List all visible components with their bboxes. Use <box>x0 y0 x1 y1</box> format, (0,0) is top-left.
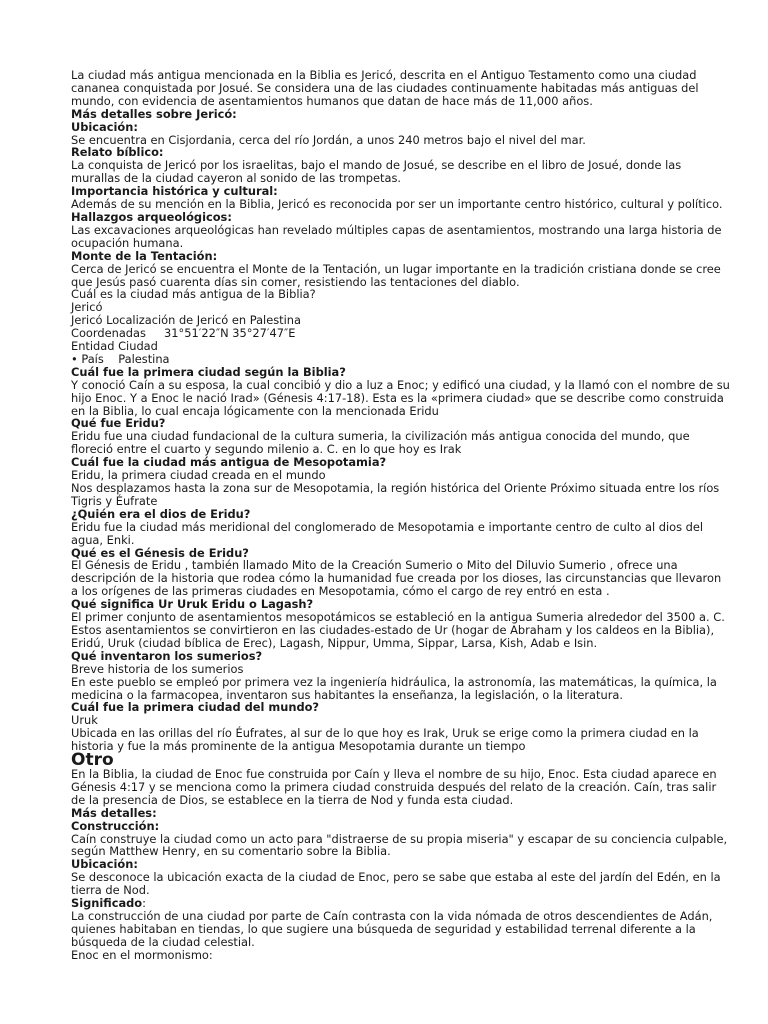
subheading: Ubicación: <box>71 119 138 134</box>
paragraph: • País Palestina <box>71 351 170 366</box>
question-heading: ¿Quién era el dios de Eridu? <box>71 506 251 521</box>
subheading: Importancia histórica y cultural: <box>71 184 278 199</box>
section-heading: Más detalles: <box>71 805 157 820</box>
paragraph: Entidad Ciudad <box>71 339 158 354</box>
section-heading: Más detalles sobre Jericó: <box>71 106 237 121</box>
question-heading: Cuál fue la primera ciudad según la Biblia? <box>71 364 346 379</box>
paragraph: Jericó Localización de Jericó en Palestina <box>71 313 301 328</box>
paragraph: Nos desplazamos hasta la zona sur de Mesopotamia, la región histórica del Oriente Próximo situada entre los ríos Tigris y Éufrate <box>71 481 720 508</box>
paragraph: Eridu fue la ciudad más meridional del conglomerado de Mesopotamia e importante centro de culto al dios del agua, Enki. <box>71 519 704 547</box>
question-heading: Qué significa Ur Uruk Eridu o Lagash? <box>71 597 314 612</box>
paragraph: Y conoció Caín a su esposa, la cual concibió y dio a luz a Enoc; y edificó una ciudad, y la llamó con el nombre de su hijo Enoc. Y a Enoc le nació Irad» (Génesis 4:17-18). Esta es la «primera ciudad» que se describe como construida en la Biblia, lo cual encaja lógicamente con la mencionada Eridu <box>71 377 730 418</box>
question-heading: Qué es el Génesis de Eridu? <box>71 545 249 560</box>
question-heading: Qué inventaron los sumerios? <box>71 648 263 663</box>
subheading: Monte de la Tentación: <box>71 248 218 263</box>
paragraph: Jericó <box>71 300 103 315</box>
intro-paragraph: La ciudad más antigua mencionada en la Biblia es Jericó, descrita en el Antiguo Testamento como una ciudad cananea conquistada por Josué. Se considera una de las ciudades continuamente habitadas más antiguas del mundo, con evidencia de asentamientos humanos que datan de hace más de 11,000 años. <box>71 68 699 108</box>
paragraph: Cuál es la ciudad más antigua de la Biblia? <box>71 287 316 302</box>
paragraph: Uruk <box>71 713 98 728</box>
subheading: Ubicación: <box>71 857 138 872</box>
paragraph: En la Biblia, la ciudad de Enoc fue construida por Caín y lleva el nombre de su hijo, Enoc. Esta ciudad aparece en Génesis 4:17 y se menciona como la primera ciudad construida después del relato de la creación. Caín, tras salir de la presencia de Dios, se establece en la tierra de Nod y funda esta ciudad. <box>71 767 717 807</box>
subheading: Hallazgos arqueológicos: <box>71 209 232 224</box>
subheading: Construcción: <box>71 818 160 833</box>
paragraph: Se desconoce la ubicación exacta de la ciudad de Enoc, pero se sabe que estaba al este del jardín del Edén, en la tierra de Nod. <box>71 870 721 898</box>
paragraph: Además de su mención en la Biblia, Jericó es reconocida por ser un importante centro histórico, cultural y político. <box>71 197 723 212</box>
subheading: Significado <box>71 896 143 911</box>
paragraph: Breve historia de los sumerios <box>71 661 244 676</box>
paragraph: El Génesis de Eridu , también llamado Mito de la Creación Sumerio o Mito del Diluvio Sumerio , ofrece una descripción de la historia que rodea cómo la humanidad fue creada por los dioses, las circunstancias que llevaron a los orígenes de las primeras ciudades en Mesopotamia, cómo el cargo de rey entró en esta . <box>71 558 722 599</box>
paragraph: Las excavaciones arqueológicas han revelado múltiples capas de asentamientos, mostrando una larga historia de ocupación humana. <box>71 222 722 250</box>
paragraph: El primer conjunto de asentamientos mesopotámicos se estableció en la antigua Sumeria alrededor del 3500 a. C. Estos asentamientos se convirtieron en las ciudades-estado de Ur (hogar de Abraham y los caldeos en la Biblia), Eridú, Uruk (ciudad bíblica de Erec), Lagash, Nippur, Umma, Sippar, Larsa, Kish, Adab e Isin. <box>71 610 725 650</box>
paragraph: La construcción de una ciudad por parte de Caín contrasta con la vida nómada de otros descendientes de Adán, quienes habitaban en tiendas, lo que sugiere una búsqueda de seguridad y estabilidad terrenal diferente a la búsqueda de la ciudad celestial. <box>71 909 713 949</box>
colon: : <box>142 896 146 911</box>
paragraph: Se encuentra en Cisjordania, cerca del río Jordán, a unos 240 metros bajo el nivel del mar. <box>71 132 586 147</box>
paragraph: Ubicada en las orillas del río Éufrates, al sur de lo que hoy es Irak, Uruk se erige como la primera ciudad en la historia y fue la más prominente de la antigua Mesopotamia durante un tiempo <box>71 726 699 754</box>
paragraph: Eridu fue una ciudad fundacional de la cultura sumeria, la civilización más antigua conocida del mundo, que floreció entre el cuarto y segundo milenio a. C. en lo que hoy es Irak <box>71 429 690 457</box>
paragraph: Caín construye la ciudad como un acto para "distraerse de su propia miseria" y escapar de su conciencia culpable, según Matthew Henry, en su comentario sobre la Biblia. <box>71 831 728 859</box>
question-heading: Cuál fue la ciudad más antigua de Mesopotamia? <box>71 455 387 470</box>
subheading: Relato bíblico: <box>71 145 164 160</box>
paragraph: En este pueblo se empleó por primera vez la ingeniería hidráulica, la astronomía, las matemáticas, la química, la medicina o la farmacopea, inventaron sus habitantes la enseñanza, la legislación, o la literatura. <box>71 674 717 702</box>
section-title: Otro <box>71 750 114 771</box>
question-heading: Qué fue Eridu? <box>71 416 166 431</box>
question-heading: Cuál fue la primera ciudad del mundo? <box>71 700 320 715</box>
document-body <box>71 69 731 962</box>
paragraph: Enoc en el mormonismo: <box>71 947 213 962</box>
paragraph: La conquista de Jericó por los israelitas, bajo el mando de Josué, se describe en el libro de Josué, donde las murallas de la ciudad cayeron al sonido de las trompetas. <box>71 158 682 186</box>
paragraph: Cerca de Jericó se encuentra el Monte de la Tentación, un lugar importante en la tradición cristiana donde se cree que Jesús pasó cuarenta días sin comer, resistiendo las tentaciones del diablo. <box>71 261 721 289</box>
paragraph: Coordenadas 31°51′22″N 35°27′47″E <box>71 326 296 341</box>
paragraph: Eridu, la primera ciudad creada en el mundo <box>71 468 326 483</box>
